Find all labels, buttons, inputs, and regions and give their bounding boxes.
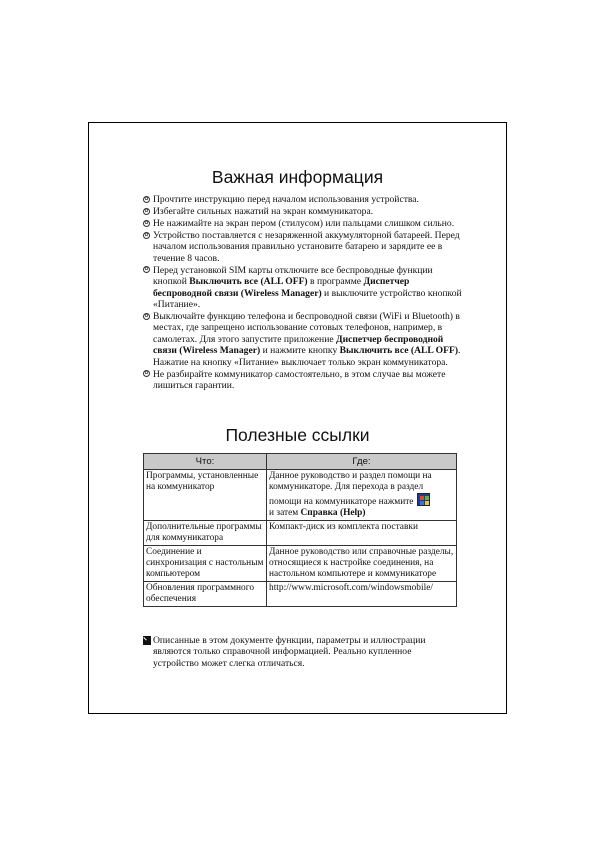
list-item: ✿ Выключайте функцию телефона и беспроводной связи (WiFi и Bluetooth) в местах, где запрещено использование сотовых телефонов, например, в самолетах. Для этого запустите приложение Диспетчер беспроводной связи (Wireless Manager) и нажмите кнопку Выключить все (ALL OFF). Нажатие на кнопку «Питание» выключает только экран коммуникатора. bbox=[144, 311, 461, 368]
note-icon bbox=[143, 636, 151, 645]
list-item: ✿ Прочтите инструкцию перед началом использования устройства. bbox=[144, 194, 419, 205]
page-frame bbox=[88, 122, 507, 714]
table-row bbox=[144, 582, 457, 607]
table-cell-what: Соединение и синхронизация с настольным компьютером bbox=[144, 546, 267, 582]
table-cell-what: Программы, установленные на коммуникатор bbox=[144, 470, 267, 521]
table-cell-where: Данное руководство или справочные разделы, относящиеся к настройке соединения, на настольном компьютере и коммуникаторе bbox=[267, 546, 457, 582]
button-name-all-off: Выключить все (ALL OFF) bbox=[189, 276, 308, 288]
bullet-icon: ✿ bbox=[144, 195, 149, 202]
help-label: Справка (Help) bbox=[300, 508, 366, 518]
list-item: ✿ Не нажимайте на экран пером (стилусом) или пальцами слишком сильно. bbox=[144, 218, 455, 229]
section-title-useful-links: Полезные ссылки bbox=[225, 425, 370, 445]
table-cell-where: Компакт-диск из комплекта поставки bbox=[267, 521, 457, 546]
disclaimer-note: Описанные в этом документе функции, параметры и иллюстрации являются только справочной информацией. Реально купленное устройство может слегка отличаться. bbox=[143, 635, 453, 669]
windows-start-icon bbox=[417, 493, 430, 506]
table-row bbox=[144, 521, 457, 546]
list-item: ✿ Не разбирайте коммуникатор самостоятельно, в этом случае вы можете лишиться гарантии. bbox=[144, 368, 446, 392]
table-cell-what: Дополнительные программы для коммуникатора bbox=[144, 521, 267, 546]
bullet-icon: ✿ bbox=[144, 207, 149, 214]
button-name-all-off: Выключить все (ALL OFF) bbox=[339, 345, 459, 357]
table-cell-what: Обновления программного обеспечения bbox=[144, 582, 267, 607]
list-item: ✿ Избегайте сильных нажатий на экран коммуникатора. bbox=[144, 206, 374, 217]
table-cell-where-url: http://www.microsoft.com/windowsmobile/ bbox=[267, 582, 457, 607]
bullet-icon: ✿ bbox=[144, 266, 149, 273]
bullet-icon: ✿ bbox=[144, 219, 149, 226]
column-header-where: Где: bbox=[267, 454, 457, 470]
bullet-icon: ✿ bbox=[144, 370, 149, 377]
table-header-row bbox=[144, 454, 457, 470]
bullet-icon: ✿ bbox=[144, 231, 149, 238]
list-item: ✿ Устройство поставляется с незаряженной аккумуляторной батареей. Перед началом использования правильно установите батарею и зарядите ее в течение 8 часов. bbox=[144, 230, 460, 264]
list-item: ✿ Перед установкой SIM карты отключите все беспроводные функции кнопкой Выключить все (ALL OFF) в программе Диспетчер беспроводной связи (Wireless Manager) и выключите устройство кнопкой «Питание». bbox=[144, 264, 462, 311]
important-info-list bbox=[143, 194, 463, 392]
useful-links-table bbox=[143, 453, 457, 607]
table-cell-where: Данное руководство и раздел помощи на коммуникаторе. Для перехода в раздел помощи на коммуникаторе нажмите и затем Справка (Help) bbox=[267, 470, 457, 521]
section-title-important-info: Важная информация bbox=[211, 167, 384, 187]
column-header-what: Что: bbox=[144, 454, 267, 470]
table-row bbox=[144, 470, 457, 521]
app-name-wireless-manager: Диспетчер беспроводной связи (Wireless Manager) bbox=[153, 276, 410, 299]
app-name-wireless-manager: Диспетчер беспроводной связи (Wireless Manager) bbox=[153, 333, 444, 357]
table-row bbox=[144, 546, 457, 582]
bullet-icon: ✿ bbox=[144, 312, 149, 319]
